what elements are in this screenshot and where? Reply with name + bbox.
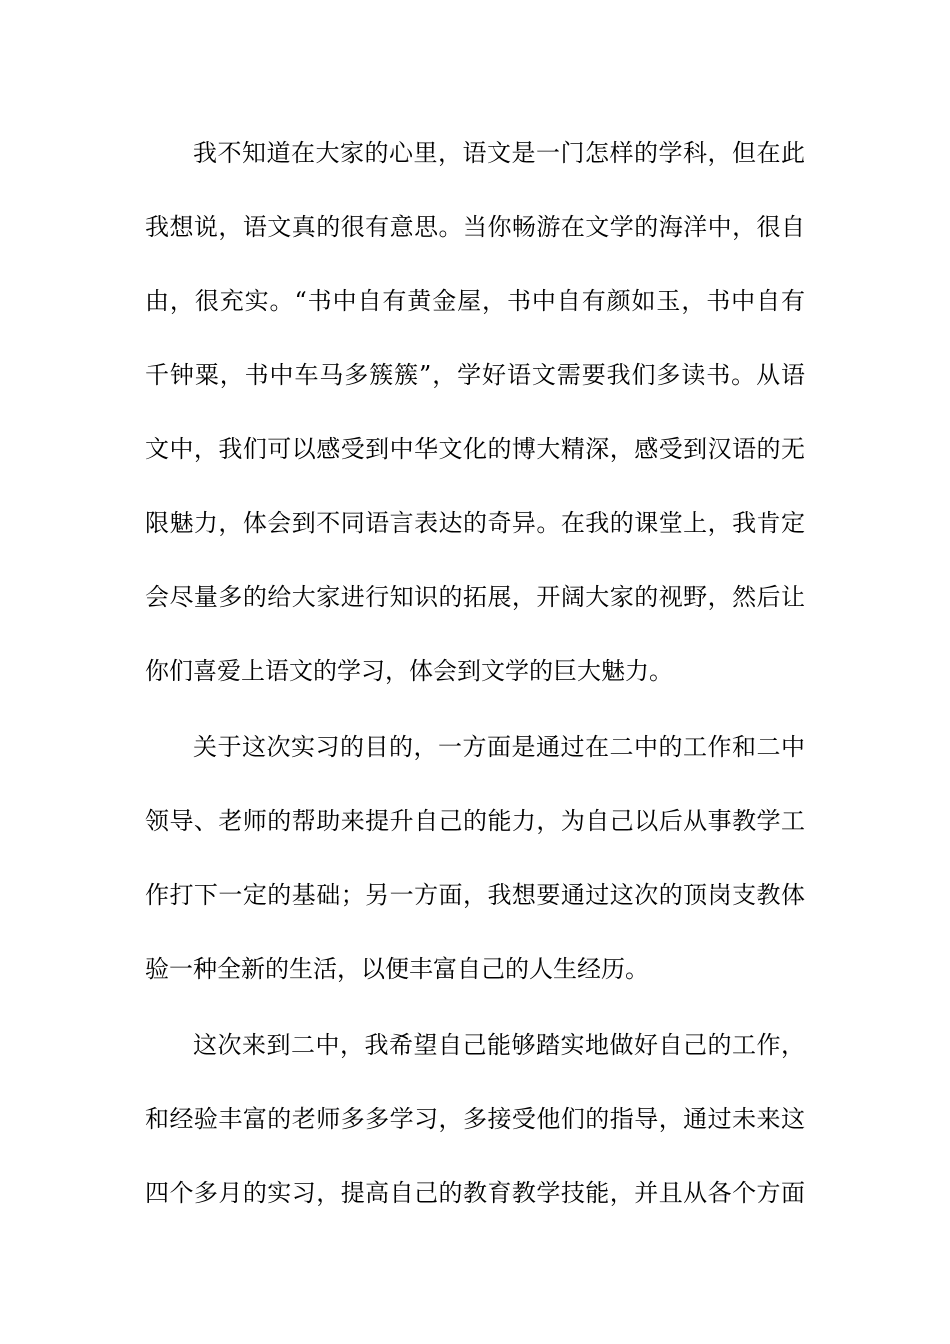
text-line: 由，很充实。“书中自有黄金屋，书中自有颜如玉，书中自有 <box>145 287 805 315</box>
text-line: 和经验丰富的老师多多学习，多接受他们的指导，通过未来这 <box>145 1105 805 1133</box>
text-line: 我想说，语文真的很有意思。当你畅游在文学的海洋中，很自 <box>145 213 805 241</box>
text-line: 作打下一定的基础；另一方面，我想要通过这次的顶岗支教体 <box>145 881 805 909</box>
text-line: 限魅力，体会到不同语言表达的奇异。在我的课堂上，我肯定 <box>145 509 805 537</box>
text-line: 我不知道在大家的心里，语文是一门怎样的学科，但在此 <box>193 139 805 167</box>
text-line: 关于这次实习的目的，一方面是通过在二中的工作和二中 <box>193 733 805 761</box>
text-line: 会尽量多的给大家进行知识的拓展，开阔大家的视野，然后让 <box>145 583 805 611</box>
text-line: 验一种全新的生活，以便丰富自己的人生经历。 <box>145 955 649 983</box>
text-line: 文中，我们可以感受到中华文化的博大精深，感受到汉语的无 <box>145 435 805 463</box>
text-line: 四个多月的实习，提高自己的教育教学技能，并且从各个方面 <box>145 1179 805 1207</box>
text-line: 你们喜爱上语文的学习，体会到文学的巨大魅力。 <box>145 657 673 685</box>
text-line: 千钟粟，书中车马多簇簇”，学好语文需要我们多读书。从语 <box>145 361 805 389</box>
text-line: 这次来到二中，我希望自己能够踏实地做好自己的工作， <box>193 1031 805 1059</box>
text-line: 领导、老师的帮助来提升自己的能力，为自己以后从事教学工 <box>145 807 805 835</box>
